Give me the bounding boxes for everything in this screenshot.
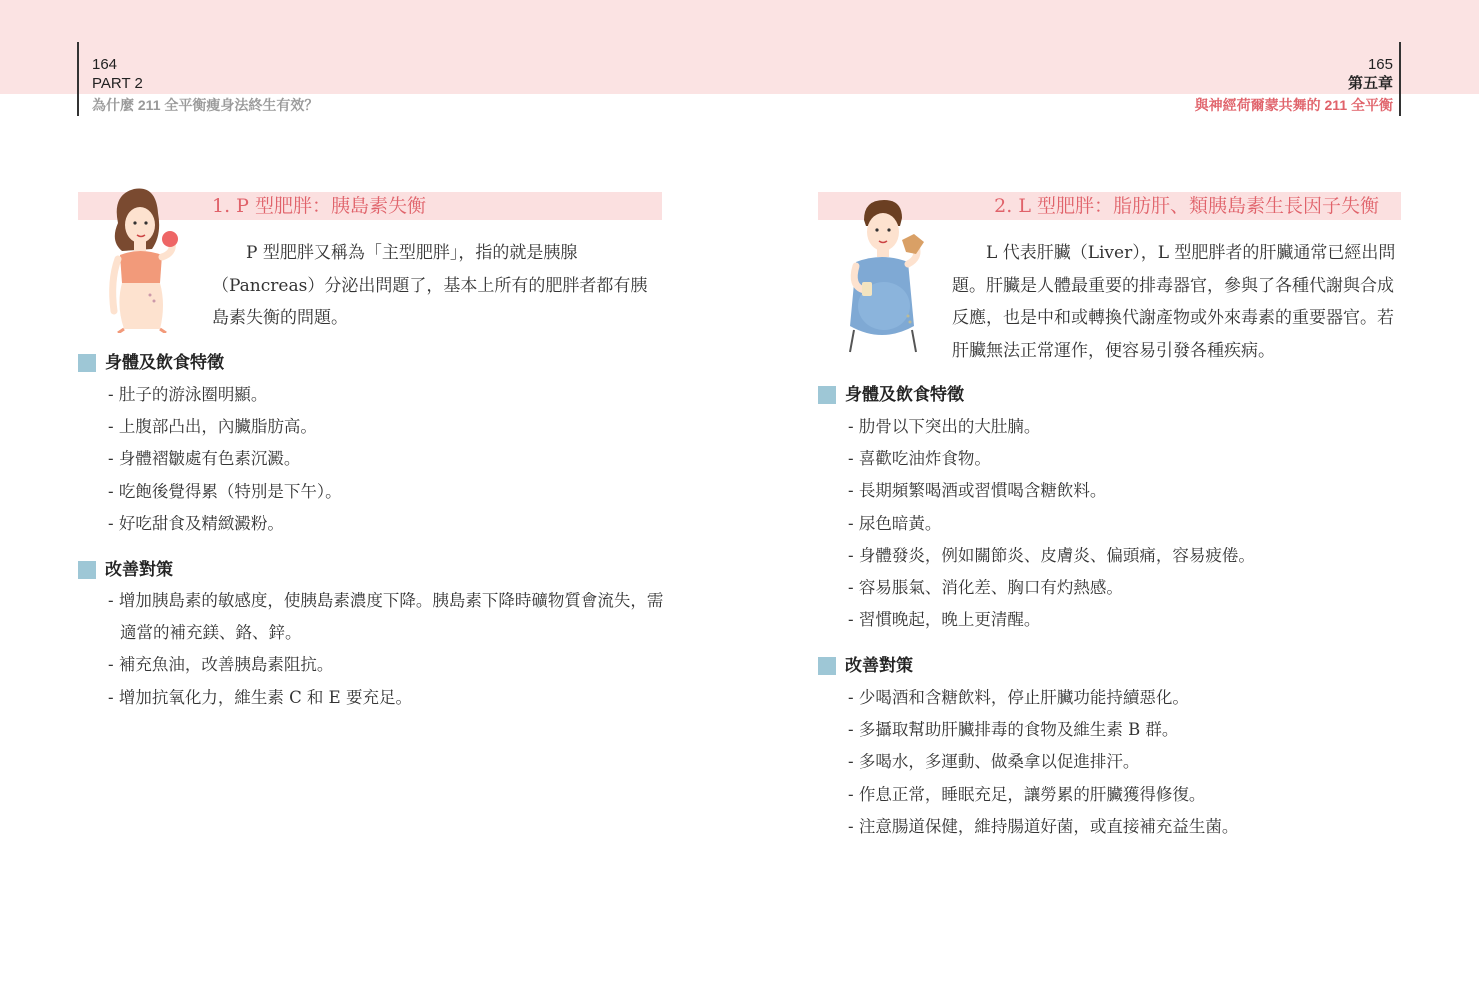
section-marker-square bbox=[818, 386, 836, 404]
left-header-rule bbox=[77, 42, 79, 116]
list-item: - 肚子的游泳圈明顯。 bbox=[108, 385, 268, 404]
right-chapter-label: 第五章 bbox=[1347, 75, 1393, 92]
list-item: - 補充魚油，改善胰島素阻抗。 bbox=[108, 655, 334, 675]
right-page-header bbox=[1195, 55, 1393, 115]
list-item: - 習慣晚起，晚上更清醒。 bbox=[848, 610, 1041, 630]
section-marker-square bbox=[78, 354, 96, 372]
list-item: - 喜歡吃油炸食物。 bbox=[848, 449, 991, 469]
list-item: - 吃飽後覺得累（特別是下午）。 bbox=[108, 481, 342, 501]
left-strategies-heading-label: 改善對策 bbox=[105, 560, 173, 580]
list-item: - 增加胰島素的敏感度，使胰島素濃度下降。胰島素下降時礦物質會流失，需適當的補充鎂、鉻、鋅。 bbox=[108, 591, 664, 643]
left-page-number: 164 bbox=[92, 56, 118, 73]
list-item: - 注意腸道保健，維持腸道好菌，或直接補充益生菌。 bbox=[848, 816, 1239, 836]
man-illustration bbox=[842, 196, 928, 354]
right-features-heading-label: 身體及飲食特徵 bbox=[845, 385, 964, 405]
list-item: - 長期頻繁喝酒或習慣喝含糖飲料。 bbox=[848, 481, 1107, 501]
list-item: - 好吃甜食及精緻澱粉。 bbox=[108, 513, 284, 533]
right-strategies-heading-label: 改善對策 bbox=[845, 656, 913, 676]
left-header-subtitle: 為什麼 211 全平衡瘦身法終生有效？ bbox=[92, 97, 319, 113]
list-item: - 增加抗氧化力，維生素 C 和 E 要充足。 bbox=[108, 687, 412, 707]
section-marker-square bbox=[818, 657, 836, 675]
left-strategies-list bbox=[108, 585, 664, 714]
list-item: - 肋骨以下突出的大肚腩。 bbox=[848, 417, 1041, 436]
right-features-list bbox=[848, 411, 1408, 636]
woman-illustration bbox=[104, 183, 186, 333]
section-marker-square bbox=[78, 561, 96, 579]
right-page-number: 165 bbox=[1367, 56, 1393, 73]
left-part-label: PART 2 bbox=[92, 75, 143, 92]
list-item: - 身體褶皺處有色素沉澱。 bbox=[108, 449, 301, 469]
left-section-title: 1. P 型肥胖：胰島素失衡 bbox=[212, 195, 426, 217]
list-item: - 上腹部凸出，內臟脂肪高。 bbox=[108, 417, 317, 437]
right-header-rule bbox=[1399, 42, 1401, 116]
right-header-subtitle: 與神經荷爾蒙共舞的 211 全平衡 bbox=[1194, 97, 1393, 113]
right-intro-paragraph: L 代表肝臟（Liver），L 型肥胖者的肝臟通常已經出問題。肝臟是人體最重要的排毒器官，參與了各種代謝與合成反應，也是中和或轉換代謝產物或外來毒素的重要器官。若肝臟無法正常運作，便容易引發各種疾病。 bbox=[952, 243, 1396, 361]
left-features-list bbox=[108, 379, 668, 540]
right-strategies-list bbox=[848, 682, 1408, 843]
left-features-heading-label: 身體及飲食特徵 bbox=[105, 353, 224, 373]
left-intro-paragraph: P 型肥胖又稱為「主型肥胖」，指的就是胰腺（Pancreas）分泌出問題了，基本上所有的肥胖者都有胰島素失衡的問題。 bbox=[212, 243, 648, 328]
list-item: - 容易脹氣、消化差、胸口有灼熱感。 bbox=[848, 578, 1123, 598]
list-item: - 多攝取幫助肝臟排毒的食物及維生素 B 群。 bbox=[848, 720, 1179, 740]
list-item: - 少喝酒和含糖飲料，停止肝臟功能持續惡化。 bbox=[848, 688, 1189, 707]
list-item: - 尿色暗黃。 bbox=[848, 513, 942, 533]
right-section-title: 2. L 型肥胖：脂肪肝、類胰島素生長因子失衡 bbox=[994, 195, 1379, 217]
list-item: - 多喝水，多運動、做桑拿以促進排汗。 bbox=[848, 752, 1140, 772]
left-page-header bbox=[92, 55, 318, 115]
list-item: - 身體發炎，例如關節炎、皮膚炎、偏頭痛，容易疲倦。 bbox=[848, 545, 1255, 565]
list-item: - 作息正常，睡眠充足，讓勞累的肝臟獲得修復。 bbox=[848, 784, 1206, 804]
